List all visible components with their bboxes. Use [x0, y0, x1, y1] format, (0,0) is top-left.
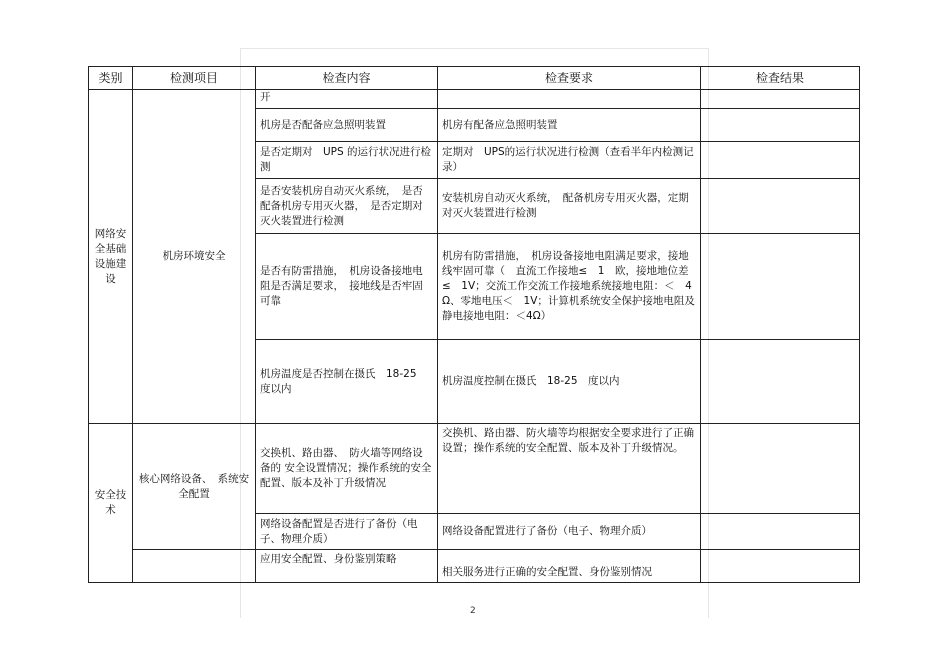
header-item: 检测项目	[133, 67, 256, 90]
content-cell: 应用安全配置、身份鉴别策略	[256, 550, 438, 583]
content-cell: 网络设备配置是否进行了备份（电子、物理介质）	[256, 514, 438, 550]
requirement-cell: 网络设备配置进行了备份（电子、物理介质）	[438, 514, 701, 550]
result-cell	[701, 514, 860, 550]
item-cell: 机房环境安全	[133, 90, 256, 424]
requirement-cell: 机房有防雷措施， 机房设备接地电阻满足要求，接地线牢固可靠（ 直流工作接地≤ 1 欧，接地地位差≤ 1V；交流工作交流工作接地系统接地电阻：＜ 4Ω、零地电压＜ 1V；计算机系统安全保护接地电阻及静电接地电阻：＜4Ω）	[438, 234, 701, 340]
result-cell	[701, 90, 860, 109]
page-number: 2	[470, 606, 476, 616]
result-cell	[701, 109, 860, 142]
table-row	[89, 90, 860, 109]
requirement-cell: 机房有配备应急照明装置	[438, 109, 701, 142]
category-cell: 网络安全基础设施建设	[89, 90, 133, 424]
item-cell-empty	[133, 550, 256, 583]
inspection-table	[88, 66, 860, 583]
requirement-cell: 安装机房自动灭火系统， 配备机房专用灭火器，定期对灭火装置进行检测	[438, 179, 701, 234]
page-frame-top	[240, 48, 709, 49]
result-cell	[701, 142, 860, 179]
content-cell: 机房是否配备应急照明装置	[256, 109, 438, 142]
result-cell	[701, 424, 860, 514]
result-cell	[701, 234, 860, 340]
result-cell	[701, 340, 860, 424]
requirement-cell: 机房温度控制在摄氏 18-25 度以内	[438, 340, 701, 424]
header-requirement: 检查要求	[438, 67, 701, 90]
result-cell	[701, 550, 860, 583]
requirement-cell: 相关服务进行正确的安全配置、身份鉴别情况	[438, 550, 701, 583]
content-cell: 是否安装机房自动灭火系统， 是否配备机房专用灭火器， 是否定期对灭火装置进行检测	[256, 179, 438, 234]
item-cell: 核心网络设备、 系统安全配置	[133, 424, 256, 550]
content-cell: 开	[256, 90, 438, 109]
header-content: 检查内容	[256, 67, 438, 90]
content-cell: 是否有防雷措施， 机房设备接地电阻是否满足要求， 接地线是否牢固可靠	[256, 234, 438, 340]
header-category: 类别	[89, 67, 133, 90]
header-row	[89, 67, 860, 90]
content-cell: 机房温度是否控制在摄氏 18-25 度以内	[256, 340, 438, 424]
category-cell: 安全技术	[89, 424, 133, 583]
content-cell: 是否定期对 UPS 的运行状况进行检测	[256, 142, 438, 179]
header-result: 检查结果	[701, 67, 860, 90]
result-cell	[701, 179, 860, 234]
requirement-cell	[438, 90, 701, 109]
content-cell: 交换机、路由器、 防火墙等网络设备的 安全设置情况；操作系统的安全配置、版本及补丁升级情况	[256, 424, 438, 514]
requirement-cell: 定期对 UPS的运行状况进行检测（查看半年内检测记录）	[438, 142, 701, 179]
table-row	[89, 550, 860, 583]
table-row	[89, 424, 860, 514]
requirement-cell: 交换机、路由器、防火墙等均根据安全要求进行了正确设置；操作系统的安全配置、版本及补丁升级情况。	[438, 424, 701, 514]
